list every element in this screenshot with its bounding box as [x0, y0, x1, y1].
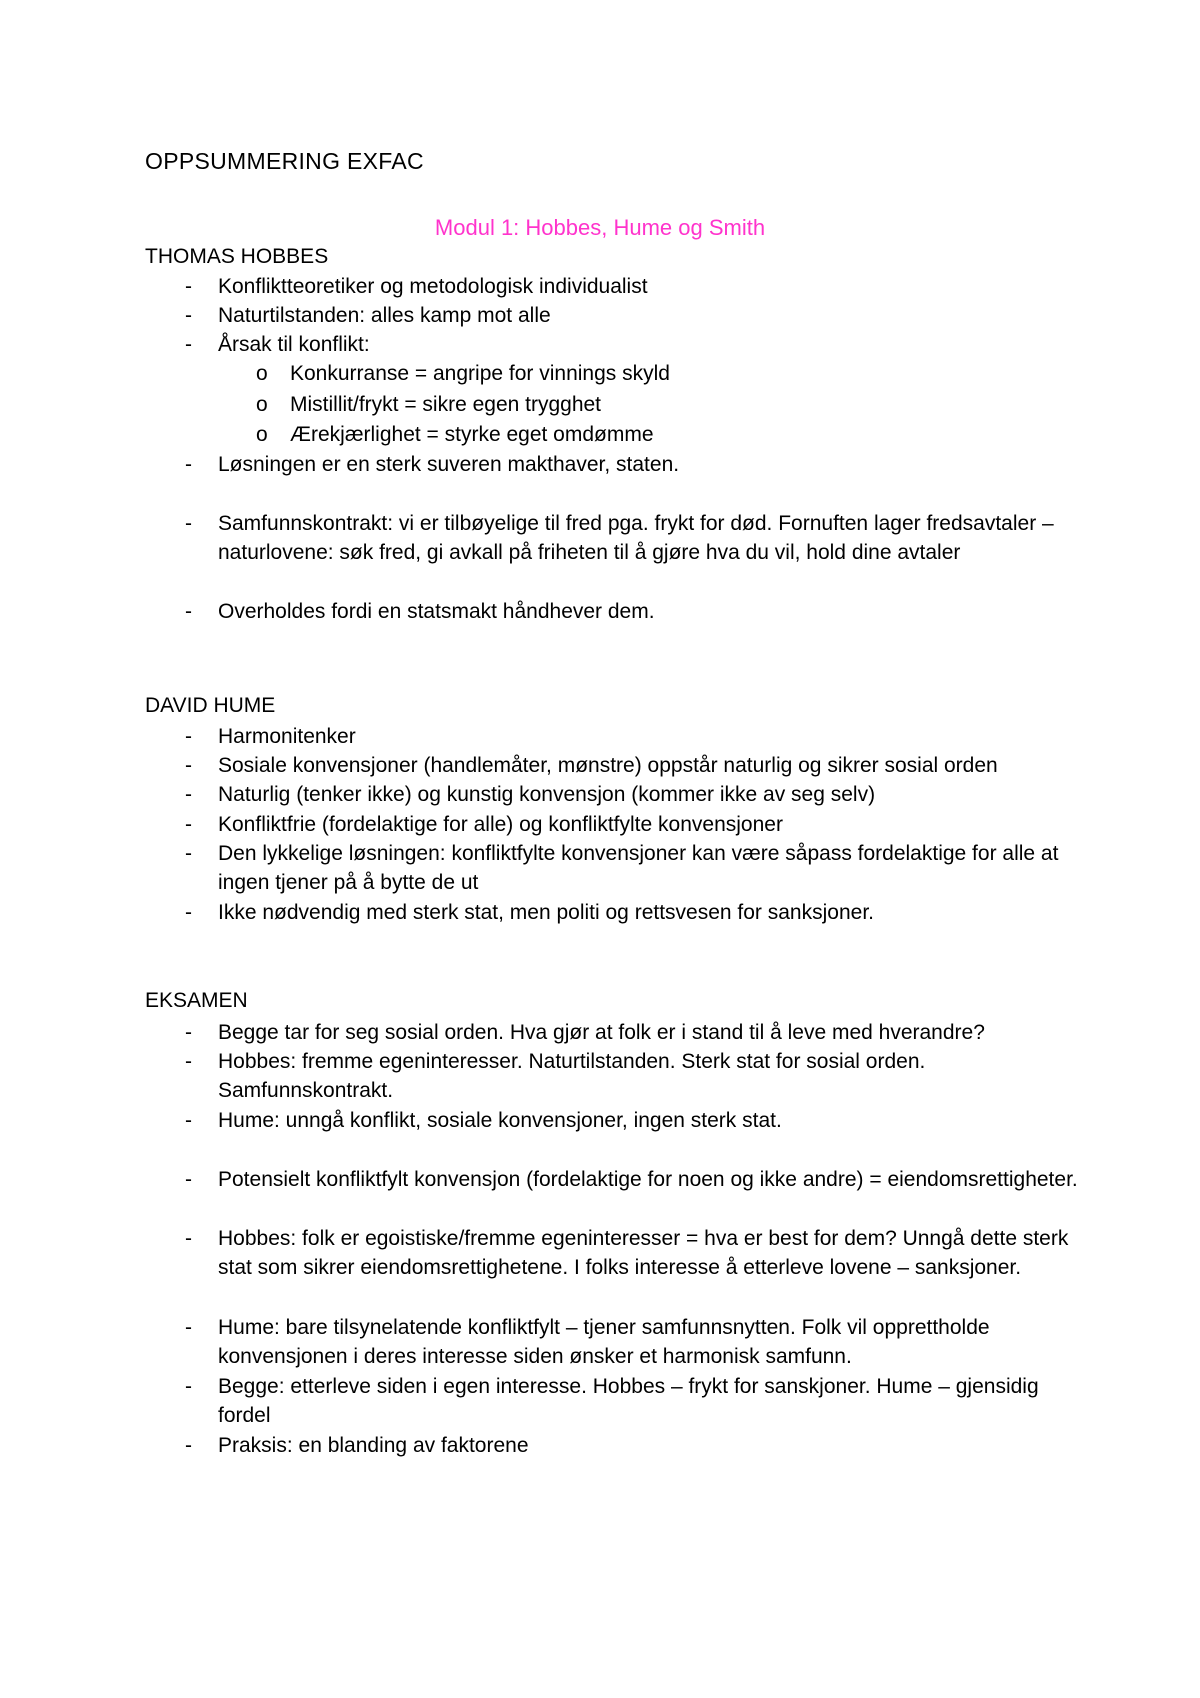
sub-list-item-text: Mistillit/frykt = sikre egen trygghet — [290, 393, 602, 416]
list-item — [185, 1372, 1085, 1430]
list-item — [185, 1313, 1085, 1371]
section-heading-hobbes: THOMAS HOBBES — [145, 245, 329, 268]
bullet-dash: - — [185, 600, 192, 623]
bullet-dash: - — [185, 1227, 192, 1250]
list-item-text: Hobbes: folk er egoistiske/fremme egeninteresser = hva er best for dem? Unngå dette sterk stat som sikrer eiendomsrettighetene. I folks interesse å etterleve lovene – sanksjoner. — [218, 1227, 1069, 1279]
bullet-dash: - — [185, 512, 192, 535]
bullet-dash: - — [185, 842, 192, 865]
list-item — [185, 1047, 1085, 1105]
list-item-text: Begge: etterleve siden i egen interesse. Hobbes – frykt for sanskjoner. Hume – gjensidig fordel — [218, 1375, 1039, 1427]
list-item-text: Praksis: en blanding av faktorene — [218, 1434, 529, 1457]
bullet-dash: - — [185, 1375, 192, 1398]
bullet-dash: - — [185, 754, 192, 777]
list-item — [185, 780, 1085, 809]
list-item — [185, 1018, 1085, 1047]
list-item-text: Konfliktfrie (fordelaktige for alle) og konfliktfylte konvensjoner — [218, 813, 783, 836]
list-item-text: Løsningen er en sterk suveren makthaver, staten. — [218, 453, 680, 476]
list-item-text: Hobbes: fremme egeninteresser. Naturtilstanden. Sterk stat for sosial orden. Samfunnskontrakt. — [218, 1050, 926, 1102]
document-title: OPPSUMMERING EXFAC — [145, 148, 424, 174]
list-item-text: Hume: unngå konflikt, sosiale konvensjoner, ingen sterk stat. — [218, 1109, 782, 1132]
section-heading-hume: DAVID HUME — [145, 694, 276, 717]
sub-list-item — [256, 359, 1056, 388]
list-item — [185, 898, 1085, 927]
bullet-dash: - — [185, 1434, 192, 1457]
bullet-dash: - — [185, 813, 192, 836]
list-item-text: Naturlig (tenker ikke) og kunstig konvensjon (kommer ikke av seg selv) — [218, 783, 876, 806]
list-item-text: Hume: bare tilsynelatende konfliktfylt – tjener samfunnsnytten. Folk vil opprettholde konvensjonen i deres interesse siden ønsker et harmonisk samfunn. — [218, 1316, 990, 1368]
list-item-text: Begge tar for seg sosial orden. Hva gjør at folk er i stand til å leve med hverandre? — [218, 1021, 985, 1044]
list-item — [185, 722, 1085, 751]
bullet-dash: - — [185, 1168, 192, 1191]
list-item — [185, 1165, 1085, 1194]
list-item — [185, 330, 1085, 359]
list-item-text: Ikke nødvendig med sterk stat, men politi og rettsvesen for sanksjoner. — [218, 901, 874, 924]
list-item-text: Harmonitenker — [218, 725, 356, 748]
bullet-dash: - — [185, 453, 192, 476]
sub-bullet-marker: o — [256, 362, 268, 385]
list-item-text: Årsak til konflikt: — [218, 333, 370, 356]
list-item — [185, 1431, 1085, 1460]
list-item-text: Overholdes fordi en statsmakt håndhever dem. — [218, 600, 655, 623]
bullet-dash: - — [185, 1109, 192, 1132]
sub-bullet-marker: o — [256, 423, 268, 446]
bullet-dash: - — [185, 1021, 192, 1044]
list-item — [185, 450, 1085, 479]
list-item — [185, 839, 1085, 897]
bullet-dash: - — [185, 304, 192, 327]
list-item-text: Konfliktteoretiker og metodologisk individualist — [218, 275, 648, 298]
bullet-dash: - — [185, 725, 192, 748]
list-item — [185, 1224, 1085, 1282]
list-item — [185, 751, 1085, 780]
list-item — [185, 1106, 1085, 1135]
sub-list-item — [256, 390, 1056, 419]
sub-list-item-text: Ærekjærlighet = styrke eget omdømme — [290, 423, 654, 446]
list-item — [185, 509, 1085, 567]
sub-list-item — [256, 420, 1056, 449]
list-item — [185, 301, 1085, 330]
sub-list-item-text: Konkurranse = angripe for vinnings skyld — [290, 362, 670, 385]
bullet-dash: - — [185, 275, 192, 298]
list-item — [185, 597, 1085, 626]
bullet-dash: - — [185, 783, 192, 806]
list-item-text: Samfunnskontrakt: vi er tilbøyelige til fred pga. frykt for død. Fornuften lager fredsavtaler – naturlovene: søk fred, gi avkall på friheten til å gjøre hva du vil, hold dine avtaler — [218, 512, 1054, 564]
list-item-text: Sosiale konvensjoner (handlemåter, mønstre) oppstår naturlig og sikrer sosial orden — [218, 754, 998, 777]
module-heading: Modul 1: Hobbes, Hume og Smith — [434, 215, 766, 240]
list-item-text: Potensielt konfliktfylt konvensjon (fordelaktige for noen og ikke andre) = eiendomsrettigheter. — [218, 1168, 1078, 1191]
bullet-dash: - — [185, 1050, 192, 1073]
bullet-dash: - — [185, 1316, 192, 1339]
list-item — [185, 272, 1085, 301]
list-item — [185, 810, 1085, 839]
list-item-text: Den lykkelige løsningen: konfliktfylte konvensjoner kan være såpass fordelaktige for alle at ingen tjener på å bytte de ut — [218, 842, 1059, 894]
sub-bullet-marker: o — [256, 393, 268, 416]
list-item-text: Naturtilstanden: alles kamp mot alle — [218, 304, 551, 327]
bullet-dash: - — [185, 333, 192, 356]
section-heading-eksamen: EKSAMEN — [145, 989, 248, 1012]
bullet-dash: - — [185, 901, 192, 924]
